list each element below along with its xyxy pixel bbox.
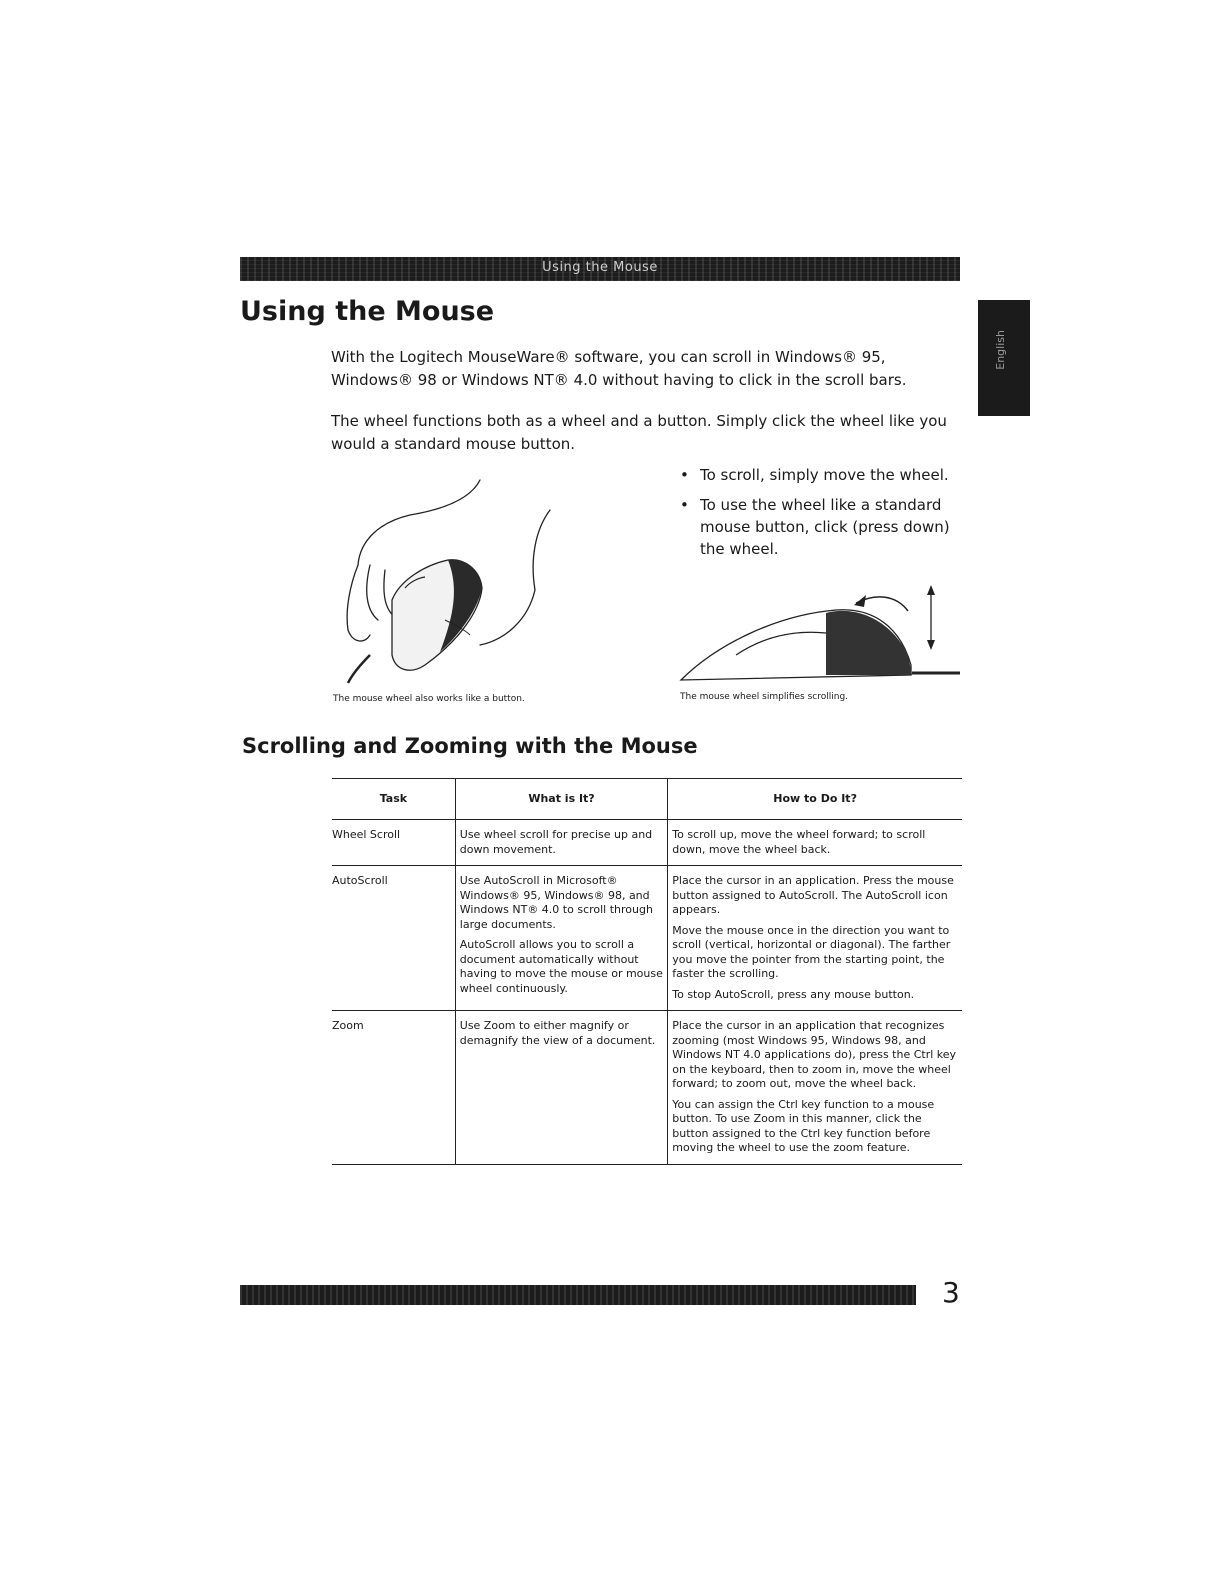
hand-on-mouse-illustration bbox=[330, 470, 570, 685]
bullet-list bbox=[680, 464, 970, 568]
footer-bar bbox=[240, 1285, 916, 1305]
language-tab-label: English bbox=[994, 330, 1007, 370]
bullet-item: • To use the wheel like a standard mouse button, click (press down) the wheel. bbox=[680, 494, 970, 560]
running-header-title: Using the Mouse bbox=[542, 260, 658, 275]
what-text: Use wheel scroll for precise up and down movement. bbox=[459, 828, 653, 856]
column-header-how: How to Do It? bbox=[668, 779, 962, 820]
table-header-row bbox=[332, 779, 962, 820]
section-title: Scrolling and Zooming with the Mouse bbox=[242, 734, 698, 758]
task-cell: Zoom bbox=[332, 1011, 455, 1165]
how-text: Move the mouse once in the direction you want to scroll (vertical, horizontal or diagonal). The farther you move the pointer from the starting point, the faster the scrolling. bbox=[672, 923, 951, 980]
table-row bbox=[332, 866, 962, 1011]
column-header-what: What is It? bbox=[455, 779, 667, 820]
mouse-side-view-illustration bbox=[676, 585, 961, 685]
column-header-task: Task bbox=[332, 779, 455, 820]
task-cell: AutoScroll bbox=[332, 866, 455, 1011]
what-cell bbox=[455, 866, 667, 1011]
how-cell bbox=[668, 866, 962, 1011]
bullet-item: • To scroll, simply move the wheel. bbox=[680, 464, 970, 486]
intro-paragraph-2: The wheel functions both as a wheel and a button. Simply click the wheel like you would a standard mouse button. bbox=[331, 412, 947, 453]
intro-paragraph-1: With the Logitech MouseWare® software, you can scroll in Windows® 95, Windows® 98 or Windows NT® 4.0 without having to click in the scroll bars. bbox=[331, 348, 907, 389]
how-cell bbox=[668, 1011, 962, 1165]
mouse-figure-caption: The mouse wheel simplifies scrolling. bbox=[680, 692, 849, 702]
page-title: Using the Mouse bbox=[240, 296, 495, 327]
what-text: Use AutoScroll in Microsoft® Windows® 95, Windows® 98, and Windows NT® 4.0 to scroll through large documents. bbox=[459, 874, 653, 931]
what-cell bbox=[455, 1011, 667, 1165]
task-cell: Wheel Scroll bbox=[332, 820, 455, 866]
hand-figure-caption: The mouse wheel also works like a button. bbox=[333, 694, 525, 704]
how-text: Place the cursor in an application that recognizes zooming (most Windows 95, Windows 98, and Windows NT 4.0 applications do), press the Ctrl key on the keyboard, then to zoom in, move the wheel forward; to zoom out, move the wheel back. bbox=[672, 1019, 957, 1090]
how-text: You can assign the Ctrl key function to a mouse button. To use Zoom in this manner, click the button assigned to the Ctrl key function before moving the wheel to use the zoom feature. bbox=[672, 1097, 935, 1154]
what-cell bbox=[455, 820, 667, 866]
what-text: Use Zoom to either magnify or demagnify the view of a document. bbox=[459, 1019, 656, 1047]
scrolling-zooming-table bbox=[332, 778, 962, 1165]
table-row bbox=[332, 820, 962, 866]
language-thumb-tab bbox=[978, 300, 1030, 416]
how-cell bbox=[668, 820, 962, 866]
what-text: AutoScroll allows you to scroll a document automatically without having to move the mouse or mouse wheel continuously. bbox=[459, 938, 663, 995]
page-number: 3 bbox=[942, 1276, 960, 1309]
how-text: To scroll up, move the wheel forward; to scroll down, move the wheel back. bbox=[672, 828, 926, 856]
how-text: To stop AutoScroll, press any mouse button. bbox=[672, 987, 915, 1001]
running-header-bar bbox=[240, 257, 960, 281]
table-row bbox=[332, 1011, 962, 1165]
how-text: Place the cursor in an application. Press the mouse button assigned to AutoScroll. The AutoScroll icon appears. bbox=[672, 874, 954, 916]
